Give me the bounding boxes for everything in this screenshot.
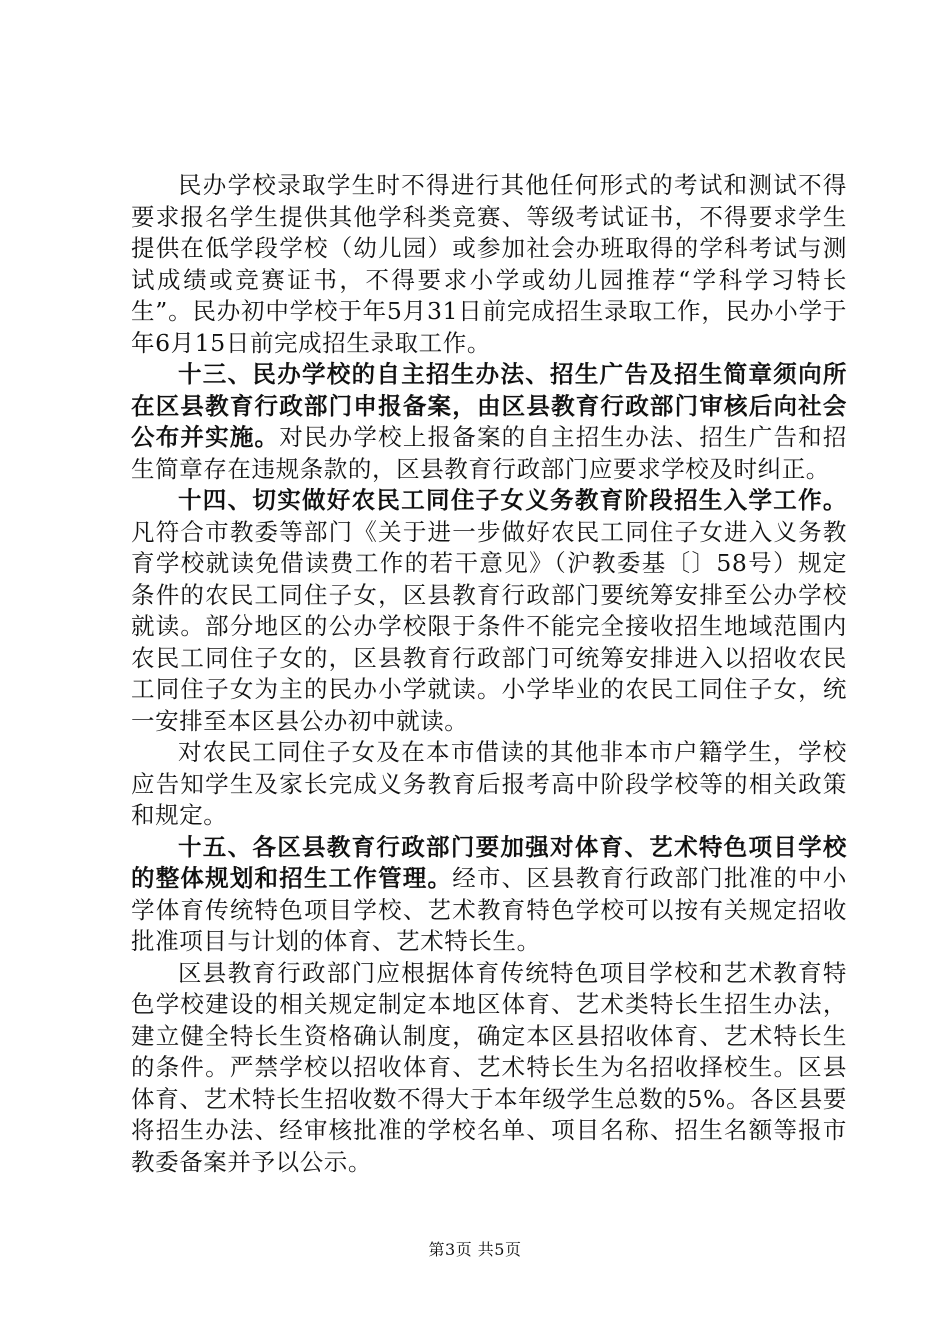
paragraph-text: 凡符合市教委等部门《关于进一步做好农民工同住子女进入义务教育学校就读免借读费工作的若干意见》（沪教委基〔〕58号）规定条件的农民工同住子女，区县教育行政部门要统筹安排至公办学校就读。部分地区的公办学校限于条件不能完全接收招生地域范围内农民工同住子女的，区县教育行政部门可统筹安排进入以招收农民工同住子女为主的民办小学就读。小学毕业的农民工同住子女，统一安排至本区县公办初中就读。	[131, 517, 847, 735]
page-number-footer: 第3页 共5页	[428, 1240, 522, 1259]
paragraph-specialty-students	[131, 958, 847, 1179]
paragraph-text: 对农民工同住子女及在本市借读的其他非本市户籍学生，学校应告知学生及家长完成义务教育后报考高中阶段学校等的相关政策和规定。	[131, 738, 847, 829]
paragraph-text: 对民办学校上报备案的自主招生办法、招生广告和招生简章存在违规条款的，区县教育行政部门应要求学校及时纠正。	[131, 423, 847, 483]
document-body	[131, 170, 847, 1178]
paragraph-admission-rules	[131, 170, 847, 359]
paragraph-article-15	[131, 832, 847, 958]
paragraph-text: 区县教育行政部门应根据体育传统特色项目学校和艺术教育特色学校建设的相关规定制定本地区体育、艺术类特长生招生办法，建立健全特长生资格确认制度，确定本区县招收体育、艺术特长生的条件。严禁学校以招收体育、艺术特长生为名招收择校生。区县体育、艺术特长生招收数不得大于本年级学生总数的5%。各区县要将招生办法、经审核批准的学校名单、项目名称、招生名额等报市教委备案并予以公示。	[131, 958, 847, 1176]
paragraph-heading: 十五、各区县教育行政部门要加强对体育、艺术特色项目学校的整体规划和招生工作管理。	[131, 832, 847, 892]
paragraph-text: 经市、区县教育行政部门批准的中小学体育传统特色项目学校、艺术教育特色学校可以按有关规定招收批准项目与计划的体育、艺术特长生。	[131, 864, 847, 955]
paragraph-article-14	[131, 485, 847, 737]
paragraph-article-13	[131, 359, 847, 485]
paragraph-heading: 十四、切实做好农民工同住子女义务教育阶段招生入学工作。	[178, 486, 847, 514]
paragraph-migrant-notice	[131, 737, 847, 832]
paragraph-text: 民办学校录取学生时不得进行其他任何形式的考试和测试不得要求报名学生提供其他学科类竞赛、等级考试证书，不得要求学生提供在低学段学校（幼儿园）或参加社会办班取得的学科考试与测试成绩或竞赛证书，不得要求小学或幼儿园推荐“学科学习特长生”。民办初中学校于年5月31日前完成招生录取工作，民办小学于年6月15日前完成招生录取工作。	[131, 171, 847, 357]
paragraph-heading: 十三、民办学校的自主招生办法、招生广告及招生简章须向所在区县教育行政部门申报备案，由区县教育行政部门审核后向社会公布并实施。	[131, 360, 847, 451]
